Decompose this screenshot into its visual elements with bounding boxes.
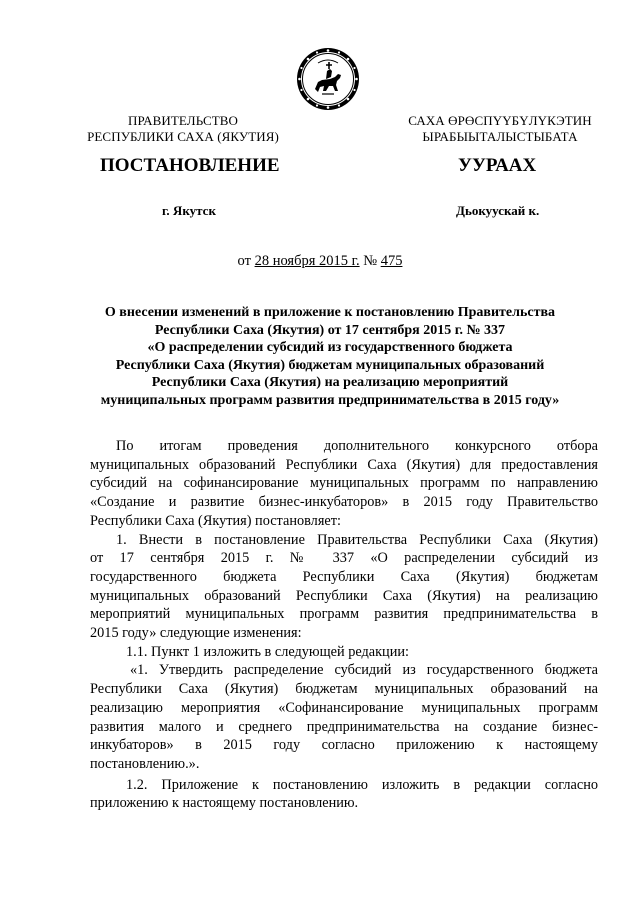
paragraph-2 — [90, 531, 598, 643]
title-line: Республики Саха (Якутия) от 17 сентября 2015 г. № 337 — [154, 322, 506, 338]
title-line: муниципальных программ развития предпринимательства в 2015 году» — [100, 392, 560, 408]
text-line: Республики Саха (Якутия) бюджетам муниципальных образований на — [90, 681, 598, 698]
document-date: 28 ноября 2015 г. — [254, 253, 360, 269]
text-line: муниципальных образований Республики Саха (Якутия) для предоставления — [90, 456, 598, 473]
org-left-line1: ПРАВИТЕЛЬСТВО — [127, 113, 239, 128]
doc-type-yakut: УУРААХ — [458, 155, 537, 176]
city-yakut: Дьокуускай к. — [456, 203, 540, 218]
paragraph-4 — [90, 661, 598, 773]
text-line: развития малого и среднего предпринимательства на создание бизнес- — [90, 718, 598, 735]
org-left-line2: РЕСПУБЛИКИ САХА (ЯКУТИЯ) — [87, 129, 279, 144]
document-body — [90, 437, 598, 813]
text-line: 2015 году» следующие изменения: — [90, 625, 302, 642]
number-label: № — [359, 253, 381, 269]
coat-of-arms-emblem — [296, 47, 360, 111]
title-line: Республики Саха (Якутия) на реализацию мероприятий — [151, 375, 509, 391]
text-line: государственного бюджета Республики Саха (Якутия) бюджетам — [90, 568, 598, 585]
paragraph-1 — [90, 437, 598, 531]
text-line: 1.1. Пункт 1 изложить в следующей редакции: — [126, 643, 409, 660]
org-name-yakut — [390, 113, 610, 145]
doc-type-russian: ПОСТАНОВЛЕНИЕ — [100, 155, 280, 176]
org-right-line2: ЫРАБЫЫТАЛЫСТЫБАТА — [422, 129, 578, 144]
text-line: реализацию мероприятия «Софинансирование муниципальных программ — [90, 699, 598, 716]
text-line: приложению к настоящему постановлению. — [90, 795, 359, 812]
text-line: от 17 сентября 2015 г. № 337 «О распределении субсидий из — [90, 550, 598, 567]
text-line: постановлению.». — [90, 755, 200, 772]
date-prefix: от — [237, 253, 255, 269]
document-title — [60, 304, 600, 410]
text-line: инкубаторов» в 2015 году согласно приложению к настоящему — [90, 737, 598, 754]
text-line: 1.2. Приложение к постановлению изложить в редакции согласно — [126, 776, 598, 793]
org-right-line1: САХА ӨРӨСПҮҮБҮЛҮКЭТИН — [408, 113, 592, 128]
title-line: «О распределении субсидий из государственного бюджета — [147, 340, 513, 356]
text-line: «Создание и развитие бизнес-инкубаторов» в 2015 году Правительство — [90, 494, 598, 511]
text-line: По итогам проведения дополнительного конкурсного отбора — [116, 438, 598, 454]
paragraph-3 — [90, 643, 598, 662]
city-russian: г. Якутск — [162, 203, 216, 218]
paragraph-5 — [90, 776, 598, 813]
text-line: муниципальных образований Республики Саха (Якутия) на реализацию — [90, 587, 598, 604]
date-number-line — [0, 253, 640, 270]
text-line: субсидий на софинансирование муниципальных программ по направлению — [90, 475, 598, 492]
text-line: мероприятий муниципальных программ развития предпринимательства в — [90, 606, 598, 623]
text-line: 1. Внести в постановление Правительства Республики Саха (Якутия) — [116, 531, 598, 548]
text-line: Республики Саха (Якутия) постановляет: — [90, 512, 341, 529]
title-line: Республики Саха (Якутия) бюджетам муниципальных образований — [115, 357, 545, 373]
document-number: 475 — [380, 253, 403, 269]
text-line: «1. Утвердить распределение субсидий из государственного бюджета — [130, 662, 598, 679]
org-name-russian — [78, 113, 288, 145]
title-line: О внесении изменений в приложение к постановлению Правительства — [104, 305, 556, 320]
